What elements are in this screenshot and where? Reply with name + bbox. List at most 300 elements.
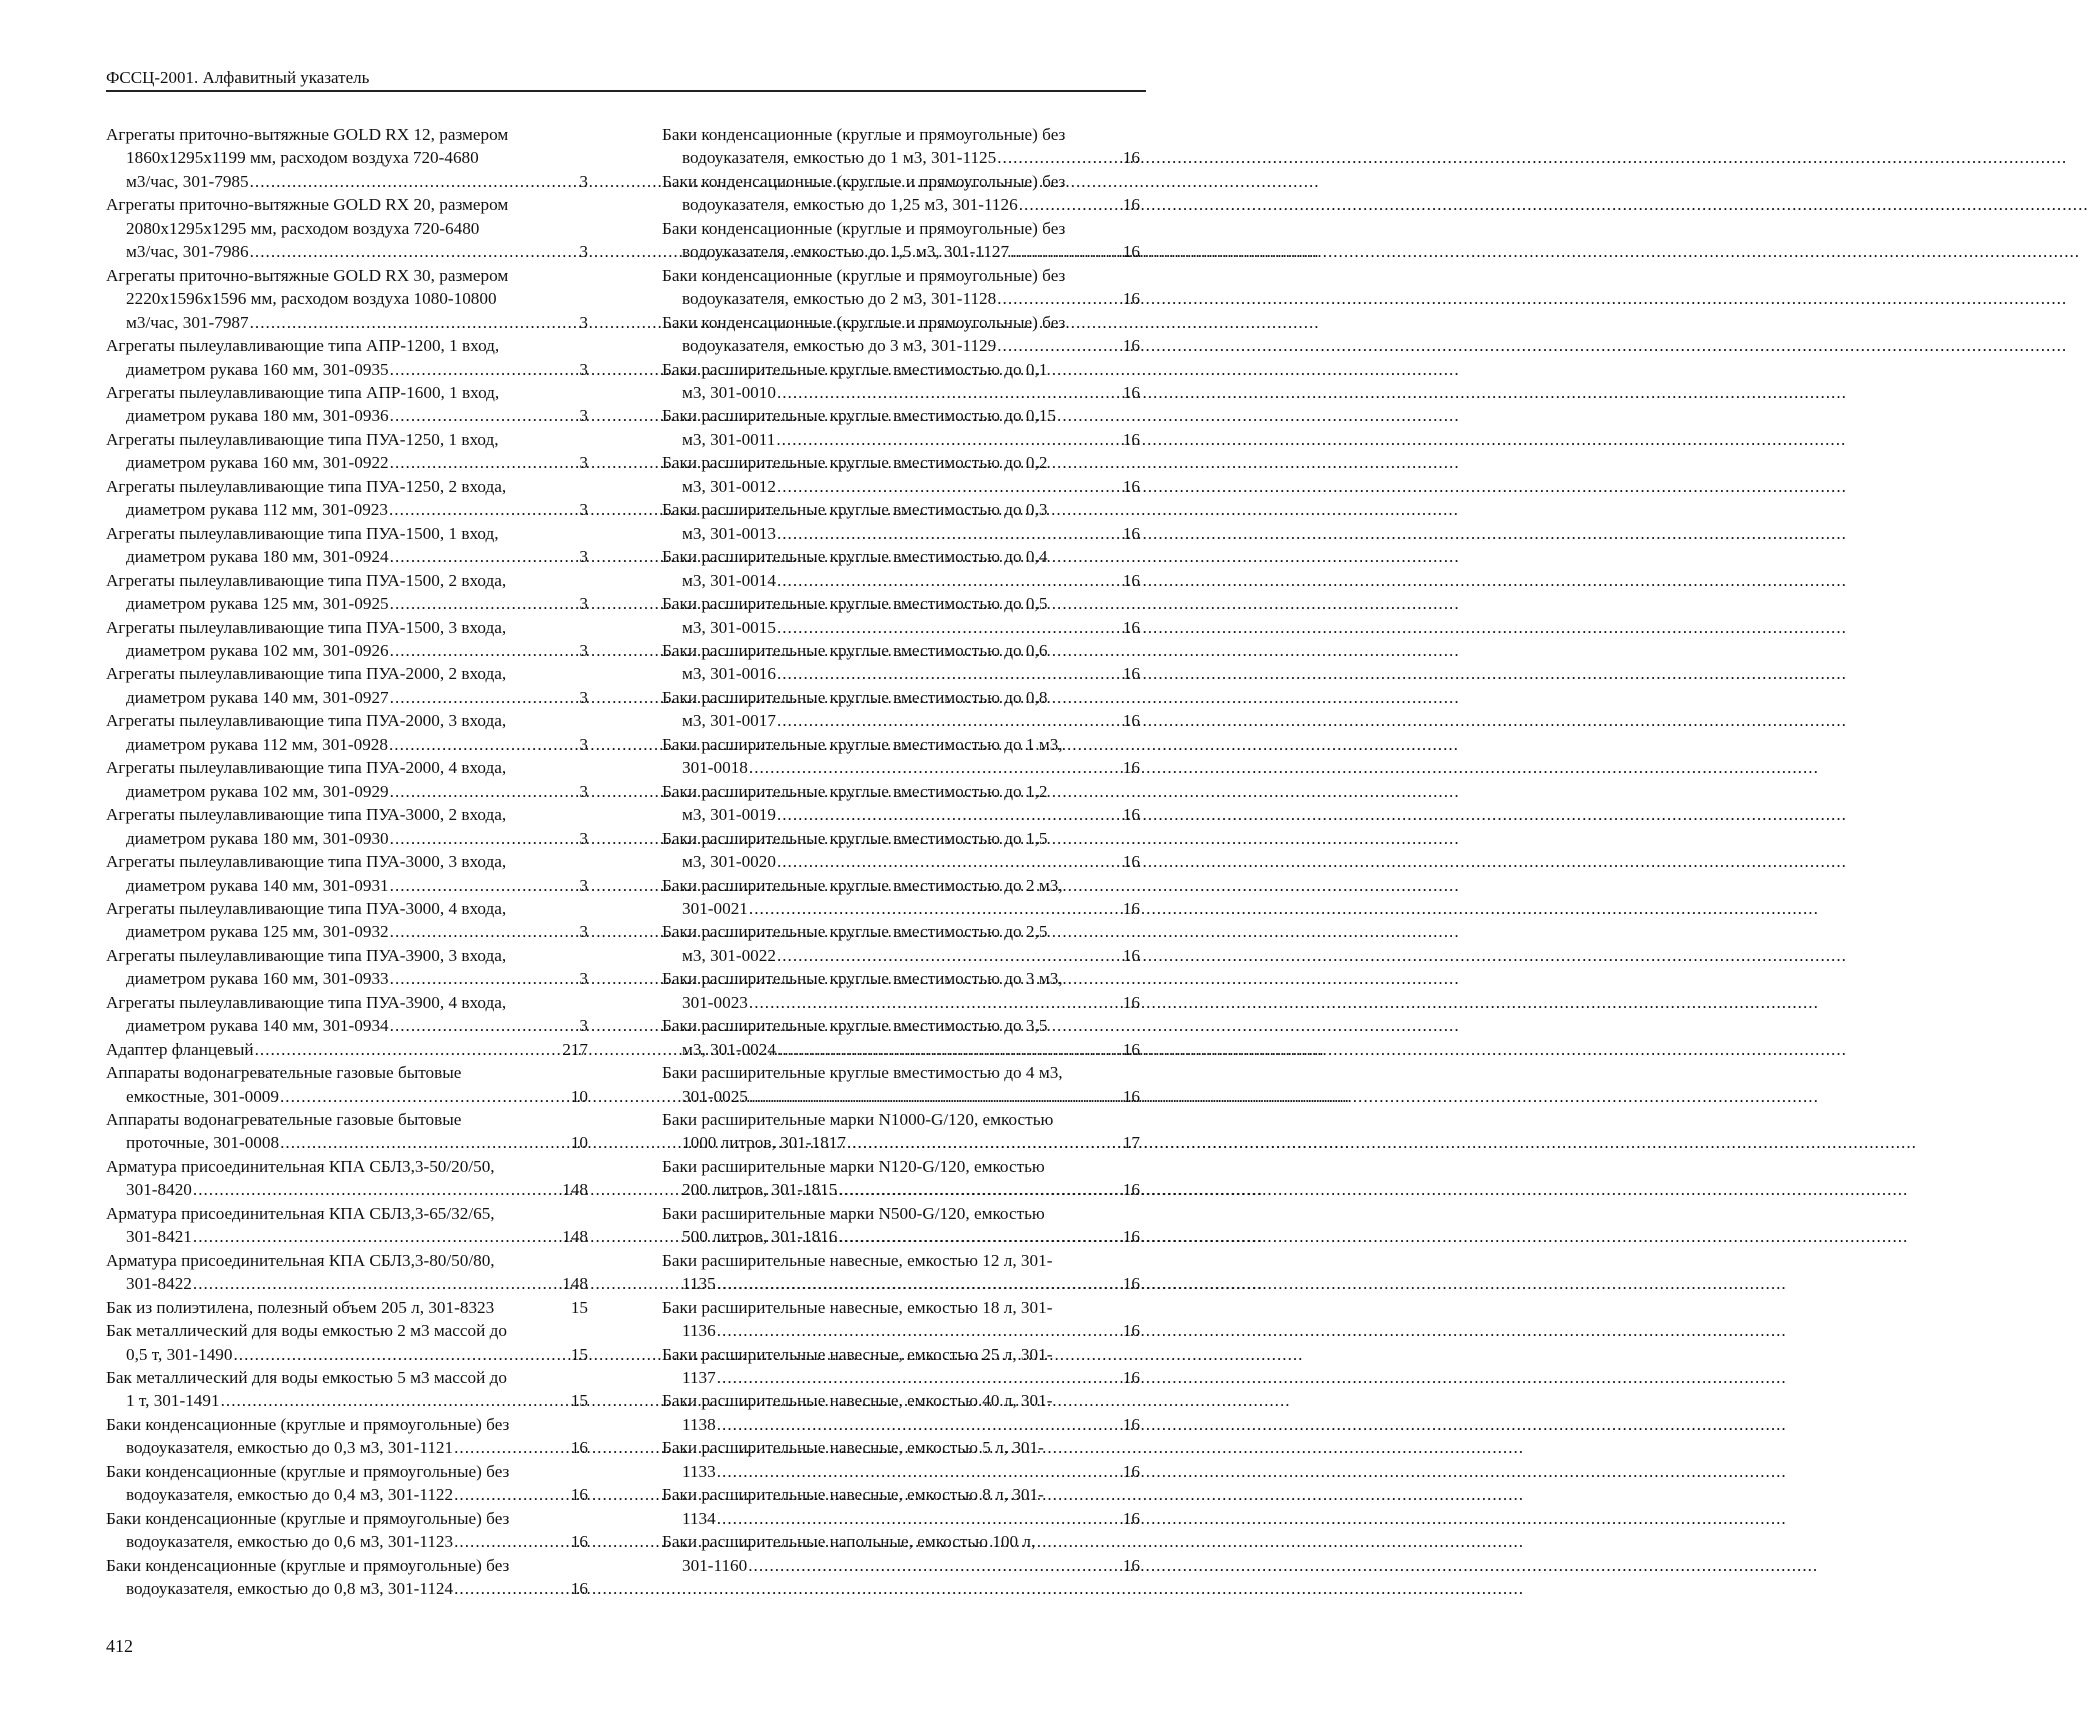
index-entry xyxy=(662,1436,1140,1483)
index-entry xyxy=(662,1202,1140,1249)
entry-page-ref: 16 xyxy=(1122,711,1140,731)
entry-line xyxy=(662,451,1140,474)
entry-page-ref: 16 xyxy=(1122,805,1140,825)
entry-line xyxy=(662,1249,1140,1272)
entry-text: проточные, 301-0008 xyxy=(126,1133,280,1153)
entry-text: Агрегаты пылеулавливающие типа ПУА-1500, 3 входа, xyxy=(106,617,507,637)
entry-line xyxy=(106,1460,588,1483)
entry-continuation-line xyxy=(106,311,588,334)
entry-page-ref: 3 xyxy=(579,687,588,707)
page-header xyxy=(106,68,1146,92)
entry-page-ref: 16 xyxy=(1122,1461,1140,1481)
entry-text: водоуказателя, емкостью до 0,4 м3, 301-1122 xyxy=(126,1485,454,1505)
entry-page-ref: 16 xyxy=(1122,195,1140,215)
entry-text: диаметром рукава 140 мм, 301-0931 xyxy=(126,875,389,895)
entry-continuation-line xyxy=(106,287,588,310)
entry-text: диаметром рукава 180 мм, 301-0936 xyxy=(126,406,389,426)
leader-dots xyxy=(221,1389,570,1412)
entry-text: Баки расширительные круглые вместимостью до 3 м3, xyxy=(662,969,1063,989)
entry-page-ref: 16 xyxy=(1122,758,1140,778)
entry-continuation-line xyxy=(662,1507,1140,1530)
index-entry xyxy=(662,311,1140,358)
entry-page-ref: 16 xyxy=(1122,148,1140,168)
entry-page-ref: 148 xyxy=(562,1274,588,1294)
entry-text: 301-8422 xyxy=(126,1274,192,1294)
entry-page-ref: 3 xyxy=(579,734,588,754)
entry-line xyxy=(662,874,1140,897)
entry-continuation-line xyxy=(106,639,588,662)
entry-continuation-line xyxy=(662,1366,1140,1389)
entry-page-ref: 3 xyxy=(579,242,588,262)
entry-page-ref: 16 xyxy=(570,1532,588,1552)
leader-dots xyxy=(777,522,1122,545)
entry-continuation-line xyxy=(662,381,1140,404)
entry-text: диаметром рукава 180 мм, 301-0924 xyxy=(126,547,389,567)
entry-text: водоуказателя, емкостью до 3 м3, 301-1129 xyxy=(682,336,997,356)
entry-line xyxy=(662,1061,1140,1084)
entry-text: Арматура присоединительная КПА СБЛ3,3-80/50/80, xyxy=(106,1250,495,1270)
entry-page-ref: 16 xyxy=(570,1438,588,1458)
leader-dots xyxy=(717,1272,1122,1295)
leader-dots xyxy=(390,827,579,850)
entry-continuation-line xyxy=(662,428,1140,451)
entry-text: Бак из полиэтилена, полезный объем 205 л, 301-8323 xyxy=(106,1297,495,1317)
entry-text: 200 литров, 301-1815 xyxy=(682,1180,838,1200)
leader-dots xyxy=(777,1038,1122,1061)
entry-text: Баки расширительные круглые вместимостью до 0,8 xyxy=(662,687,1048,707)
entry-continuation-line xyxy=(662,1272,1140,1295)
entry-line xyxy=(662,498,1140,521)
entry-page-ref: 16 xyxy=(1122,664,1140,684)
entry-text: Баки расширительные круглые вместимостью до 0,3 xyxy=(662,500,1048,520)
entry-line xyxy=(662,639,1140,662)
entry-text: диаметром рукава 125 мм, 301-0925 xyxy=(126,594,389,614)
index-entry xyxy=(106,1413,588,1460)
leader-dots xyxy=(717,1460,1122,1483)
entry-line xyxy=(662,780,1140,803)
entry-text: Баки расширительные навесные, емкостью 5 л, 301- xyxy=(662,1438,1044,1458)
entry-text: Баки расширительные марки N1000-G/120, емкостью xyxy=(662,1110,1054,1130)
entry-text: Агрегаты пылеулавливающие типа ПУА-3000, 4 входа, xyxy=(106,898,507,918)
entry-page-ref: 3 xyxy=(579,594,588,614)
entry-continuation-line xyxy=(106,733,588,756)
index-entry xyxy=(662,1155,1140,1202)
entry-text: 500 литров, 301-1816 xyxy=(682,1227,838,1247)
entry-page-ref: 217 xyxy=(562,1039,588,1059)
leader-dots xyxy=(777,475,1122,498)
entry-continuation-line xyxy=(662,756,1140,779)
entry-continuation-line xyxy=(106,1131,588,1154)
entry-text: м3/час, 301-7987 xyxy=(126,312,249,332)
index-entry xyxy=(662,1530,1140,1577)
entry-line xyxy=(106,569,588,592)
entry-text: Баки расширительные круглые вместимостью до 1 м3, xyxy=(662,734,1063,754)
entry-page-ref: 3 xyxy=(579,922,588,942)
leader-dots xyxy=(390,920,579,943)
leader-dots xyxy=(389,733,578,756)
entry-text: Баки конденсационные (круглые и прямоугольные) без xyxy=(662,125,1066,144)
entry-text: Баки расширительные круглые вместимостью до 0,4 xyxy=(662,547,1048,567)
entry-text: Баки конденсационные (круглые и прямоугольные) без xyxy=(662,312,1066,332)
index-entry xyxy=(662,1483,1140,1530)
entry-page-ref: 16 xyxy=(1122,336,1140,356)
index-entry xyxy=(662,451,1140,498)
entry-continuation-line xyxy=(662,1413,1140,1436)
leader-dots xyxy=(777,850,1122,873)
leader-dots xyxy=(717,1413,1122,1436)
entry-continuation-line xyxy=(662,1319,1140,1342)
index-entry xyxy=(106,1319,588,1366)
leader-dots xyxy=(233,1343,569,1366)
entry-line xyxy=(662,1343,1140,1366)
entry-continuation-line xyxy=(662,522,1140,545)
entry-text: Баки расширительные навесные, емкостью 12 л, 301- xyxy=(662,1250,1053,1270)
entry-line xyxy=(106,662,588,685)
entry-text: Агрегаты приточно-вытяжные GOLD RX 30, размером xyxy=(106,265,509,285)
entry-text: водоуказателя, емкостью до 1,25 м3, 301-1126 xyxy=(682,195,1018,215)
entry-line xyxy=(662,686,1140,709)
leader-dots xyxy=(777,709,1122,732)
entry-page-ref: 16 xyxy=(1122,382,1140,402)
entry-page-ref: 16 xyxy=(1122,1227,1140,1247)
entry-page-ref: 16 xyxy=(1122,1414,1140,1434)
entry-line xyxy=(106,1319,588,1342)
entry-continuation-line xyxy=(106,1577,588,1600)
index-entry xyxy=(662,1061,1140,1108)
index-entry xyxy=(106,1507,588,1554)
entry-page-ref: 3 xyxy=(579,312,588,332)
entry-continuation-line xyxy=(106,1436,588,1459)
entry-text: 301-0023 xyxy=(682,992,748,1012)
entry-page-ref: 16 xyxy=(1122,1086,1140,1106)
entry-text: 1135 xyxy=(682,1274,716,1294)
index-entry xyxy=(106,264,588,334)
entry-continuation-line xyxy=(662,897,1140,920)
entry-page-ref: 3 xyxy=(579,875,588,895)
entry-text: 1133 xyxy=(682,1461,716,1481)
entry-page-ref: 16 xyxy=(570,1485,588,1505)
entry-text: диаметром рукава 102 мм, 301-0929 xyxy=(126,781,389,801)
entry-page-ref: 16 xyxy=(1122,429,1140,449)
index-entry xyxy=(106,991,588,1038)
leader-dots xyxy=(250,311,579,334)
entry-continuation-line xyxy=(662,1085,1140,1108)
entry-line xyxy=(662,1530,1140,1553)
leader-dots xyxy=(390,545,579,568)
entry-text: Баки расширительные круглые вместимостью до 0,5 xyxy=(662,594,1048,614)
entry-text: Агрегаты пылеулавливающие типа ПУА-3000, 2 входа, xyxy=(106,805,507,825)
entry-text: м3, 301-0010 xyxy=(682,382,776,402)
entry-line xyxy=(662,1296,1140,1319)
entry-text: 0,5 т, 301-1490 xyxy=(126,1344,233,1364)
leader-dots xyxy=(997,334,1122,357)
entry-continuation-line xyxy=(106,1085,588,1108)
leader-dots xyxy=(390,451,579,474)
entry-page-ref: 10 xyxy=(570,1086,588,1106)
entry-continuation-line xyxy=(662,662,1140,685)
index-entry xyxy=(106,569,588,616)
entry-text: 1860x1295x1199 мм, расходом воздуха 720-4680 xyxy=(126,148,479,168)
entry-text: Агрегаты пылеулавливающие типа АПР-1600, 1 вход, xyxy=(106,382,500,402)
entry-page-ref: 3 xyxy=(579,640,588,660)
entry-page-ref: 3 xyxy=(579,171,588,191)
index-entry xyxy=(106,1366,588,1413)
entry-line xyxy=(662,1014,1140,1037)
index-entry xyxy=(106,475,588,522)
leader-dots xyxy=(454,1436,570,1459)
entry-text: 301-0021 xyxy=(682,898,748,918)
entry-line xyxy=(662,1436,1140,1459)
entry-continuation-line xyxy=(662,991,1140,1014)
entry-text: 1138 xyxy=(682,1414,716,1434)
index-entry xyxy=(106,1038,588,1061)
index-entry xyxy=(106,662,588,709)
entry-page-ref: 16 xyxy=(1122,242,1140,262)
entry-text: 1 т, 301-1491 xyxy=(126,1391,220,1411)
leader-dots xyxy=(280,1131,570,1154)
leader-dots xyxy=(777,662,1122,685)
index-entry xyxy=(662,1389,1140,1436)
entry-line xyxy=(662,404,1140,427)
entry-text: водоуказателя, емкостью до 2 м3, 301-1128 xyxy=(682,289,997,309)
index-entry xyxy=(662,1296,1140,1343)
entry-line xyxy=(106,756,588,779)
entry-continuation-line xyxy=(662,1554,1140,1577)
leader-dots xyxy=(193,1225,561,1248)
entry-text: водоуказателя, емкостью до 0,8 м3, 301-1124 xyxy=(126,1579,454,1599)
entry-line xyxy=(662,170,1140,193)
entry-text: Баки расширительные круглые вместимостью до 1,2 xyxy=(662,781,1048,801)
header-title: ФССЦ-2001. Алфавитный указатель xyxy=(106,68,370,87)
entry-page-ref: 3 xyxy=(579,359,588,379)
entry-continuation-line xyxy=(106,780,588,803)
entry-line xyxy=(106,1413,588,1436)
entry-text: Баки конденсационные (круглые и прямоугольные) без xyxy=(106,1461,510,1481)
entry-continuation-line xyxy=(106,1483,588,1506)
index-entry xyxy=(106,1202,588,1249)
entry-page-ref: 148 xyxy=(562,1227,588,1247)
entry-continuation-line xyxy=(662,1178,1140,1201)
entry-line xyxy=(106,991,588,1014)
entry-page-ref: 3 xyxy=(579,781,588,801)
entry-continuation-line xyxy=(662,1038,1140,1061)
entry-text: 301-0025 xyxy=(682,1086,748,1106)
entry-text: Баки расширительные марки N500-G/120, емкостью xyxy=(662,1203,1045,1223)
entry-line xyxy=(662,358,1140,381)
entry-page-ref: 10 xyxy=(570,1133,588,1153)
entry-line xyxy=(106,944,588,967)
entry-continuation-line xyxy=(106,1530,588,1553)
entry-line xyxy=(106,1155,588,1178)
entry-text: Агрегаты пылеулавливающие типа ПУА-1250, 1 вход, xyxy=(106,429,499,449)
index-entry xyxy=(106,944,588,991)
entry-line xyxy=(106,616,588,639)
entry-line xyxy=(106,850,588,873)
index-entry xyxy=(662,1108,1140,1155)
leader-dots xyxy=(390,780,579,803)
entry-line xyxy=(662,1108,1140,1131)
entry-page-ref: 15 xyxy=(570,1391,588,1411)
entry-text: 1136 xyxy=(682,1321,716,1341)
entry-text: водоуказателя, емкостью до 1,5 м3, 301-1127 xyxy=(682,242,1010,262)
entry-continuation-line xyxy=(106,451,588,474)
index-entry xyxy=(106,1554,588,1601)
entry-text: Аппараты водонагревательные газовые бытовые xyxy=(106,1110,462,1130)
index-entry xyxy=(662,217,1140,264)
entry-continuation-line xyxy=(662,334,1140,357)
entry-line xyxy=(106,1296,588,1319)
entry-continuation-line xyxy=(106,1178,588,1201)
entry-text: м3, 301-0022 xyxy=(682,945,776,965)
index-entry xyxy=(662,1014,1140,1061)
leader-dots xyxy=(390,1014,579,1037)
entry-line xyxy=(106,1507,588,1530)
entry-line xyxy=(106,1038,588,1061)
entry-text: водоуказателя, емкостью до 0,6 м3, 301-1123 xyxy=(126,1532,454,1552)
entry-continuation-line xyxy=(662,240,1140,263)
leader-dots xyxy=(749,1085,1122,1108)
entry-text: Баки расширительные навесные, емкостью 18 л, 301- xyxy=(662,1297,1053,1317)
entry-continuation-line xyxy=(106,358,588,381)
leader-dots xyxy=(390,967,579,990)
leader-dots xyxy=(255,1038,562,1061)
entry-page-ref: 3 xyxy=(579,547,588,567)
entry-continuation-line xyxy=(662,193,1140,216)
entry-text: 301-1160 xyxy=(682,1555,748,1575)
leader-dots xyxy=(838,1178,1121,1201)
leader-dots xyxy=(454,1577,570,1600)
entry-page-ref: 16 xyxy=(1122,1274,1140,1294)
entry-continuation-line xyxy=(106,170,588,193)
entry-text: диаметром рукава 140 мм, 301-0927 xyxy=(126,687,389,707)
entry-text: Аппараты водонагревательные газовые бытовые xyxy=(106,1063,462,1083)
index-entry xyxy=(662,592,1140,639)
leader-dots xyxy=(389,498,578,521)
entry-continuation-line xyxy=(106,1272,588,1295)
entry-line xyxy=(662,967,1140,990)
leader-dots xyxy=(749,897,1122,920)
leader-dots xyxy=(749,991,1122,1014)
entry-text: емкостные, 301-0009 xyxy=(126,1086,279,1106)
entry-text: Баки расширительные круглые вместимостью до 3,5 xyxy=(662,1016,1048,1036)
entry-continuation-line xyxy=(106,592,588,615)
leader-dots xyxy=(776,428,1122,451)
leader-dots xyxy=(777,616,1122,639)
entry-text: м3, 301-0024 xyxy=(682,1039,776,1059)
entry-text: м3/час, 301-7985 xyxy=(126,171,249,191)
entry-text: 301-0018 xyxy=(682,758,748,778)
leader-dots xyxy=(997,287,1122,310)
entry-text: Баки расширительные круглые вместимостью до 0,6 xyxy=(662,640,1048,660)
entry-text: Бак металлический для воды емкостью 5 м3 массой до xyxy=(106,1368,507,1388)
entry-continuation-line xyxy=(662,475,1140,498)
entry-text: Баки конденсационные (круглые и прямоугольные) без xyxy=(662,171,1066,191)
entry-continuation-line xyxy=(106,874,588,897)
entry-continuation-line xyxy=(662,944,1140,967)
entry-text: м3, 301-0015 xyxy=(682,617,776,637)
entry-page-ref: 16 xyxy=(1122,898,1140,918)
index-entry xyxy=(662,358,1140,405)
index-entry xyxy=(106,381,588,428)
entry-line xyxy=(106,522,588,545)
entry-text: Баки расширительные круглые вместимостью до 0,1 xyxy=(662,359,1048,379)
entry-page-ref: 16 xyxy=(1122,945,1140,965)
index-entry xyxy=(662,123,1140,170)
entry-text: 2080x1295x1295 мм, расходом воздуха 720-6480 xyxy=(126,218,480,238)
entry-text: м3, 301-0016 xyxy=(682,664,776,684)
leader-dots xyxy=(838,1225,1121,1248)
entry-line xyxy=(662,1155,1140,1178)
leader-dots xyxy=(717,1366,1122,1389)
entry-text: диаметром рукава 180 мм, 301-0930 xyxy=(126,828,389,848)
entry-text: Баки расширительные навесные, емкостью 8 л, 301- xyxy=(662,1485,1044,1505)
entry-text: Агрегаты пылеулавливающие типа ПУА-3000, 3 входа, xyxy=(106,852,507,872)
index-entry xyxy=(106,123,588,193)
entry-text: м3, 301-0020 xyxy=(682,852,776,872)
entry-text: Баки расширительные напольные, емкостью 100 л, xyxy=(662,1532,1036,1552)
entry-text: диаметром рукава 160 мм, 301-0935 xyxy=(126,359,389,379)
entry-line xyxy=(106,193,588,216)
entry-text: Баки расширительные круглые вместимостью до 0,2 xyxy=(662,453,1048,473)
leader-dots xyxy=(1010,240,1122,263)
entry-line xyxy=(106,475,588,498)
entry-line xyxy=(662,827,1140,850)
entry-page-ref: 15 xyxy=(570,1344,588,1364)
entry-text: Баки расширительные круглые вместимостью до 1,5 xyxy=(662,828,1048,848)
page-number: 412 xyxy=(106,1636,133,1656)
entry-text: водоуказателя, емкостью до 0,3 м3, 301-1121 xyxy=(126,1438,454,1458)
entry-line xyxy=(662,311,1140,334)
leader-dots xyxy=(777,569,1122,592)
entry-text: Агрегаты пылеулавливающие типа ПУА-3900, 4 входа, xyxy=(106,992,507,1012)
leader-dots xyxy=(454,1483,570,1506)
entry-page-ref: 16 xyxy=(1122,570,1140,590)
entry-line xyxy=(662,123,1140,146)
entry-text: Баки расширительные круглые вместимостью до 0,15 xyxy=(662,406,1057,426)
index-entry xyxy=(106,897,588,944)
entry-text: Агрегаты пылеулавливающие типа ПУА-2000, 2 входа, xyxy=(106,664,507,684)
entry-line xyxy=(106,1108,588,1131)
entry-line xyxy=(106,264,588,287)
entry-text: м3, 301-0013 xyxy=(682,523,776,543)
entry-text: диаметром рукава 160 мм, 301-0933 xyxy=(126,969,389,989)
leader-dots xyxy=(748,1554,1122,1577)
entry-line xyxy=(662,733,1140,756)
entry-page-ref: 3 xyxy=(579,1016,588,1036)
entry-text: м3/час, 301-7986 xyxy=(126,242,249,262)
entry-page-ref: 16 xyxy=(1122,852,1140,872)
entry-text: Агрегаты пылеулавливающие типа АПР-1200, 1 вход, xyxy=(106,336,500,356)
index-entry xyxy=(106,428,588,475)
entry-continuation-line xyxy=(662,1225,1140,1248)
entry-line xyxy=(662,545,1140,568)
index-entry xyxy=(106,1155,588,1202)
entry-text: Агрегаты пылеулавливающие типа ПУА-1500, 2 входа, xyxy=(106,570,507,590)
entry-text: диаметром рукава 125 мм, 301-0932 xyxy=(126,922,389,942)
index-entry xyxy=(662,967,1140,1014)
entry-text: Арматура присоединительная КПА СБЛ3,3-65/32/65, xyxy=(106,1203,495,1223)
index-entry xyxy=(106,1460,588,1507)
entry-text: Агрегаты приточно-вытяжные GOLD RX 20, размером xyxy=(106,195,509,215)
entry-line xyxy=(106,1554,588,1577)
entry-continuation-line xyxy=(662,709,1140,732)
index-entry xyxy=(662,170,1140,217)
leader-dots xyxy=(390,639,579,662)
entry-text: Баки расширительные круглые вместимостью до 4 м3, xyxy=(662,1063,1063,1083)
index-entry xyxy=(662,827,1140,874)
entry-page-ref: 3 xyxy=(579,828,588,848)
leader-dots xyxy=(777,381,1122,404)
